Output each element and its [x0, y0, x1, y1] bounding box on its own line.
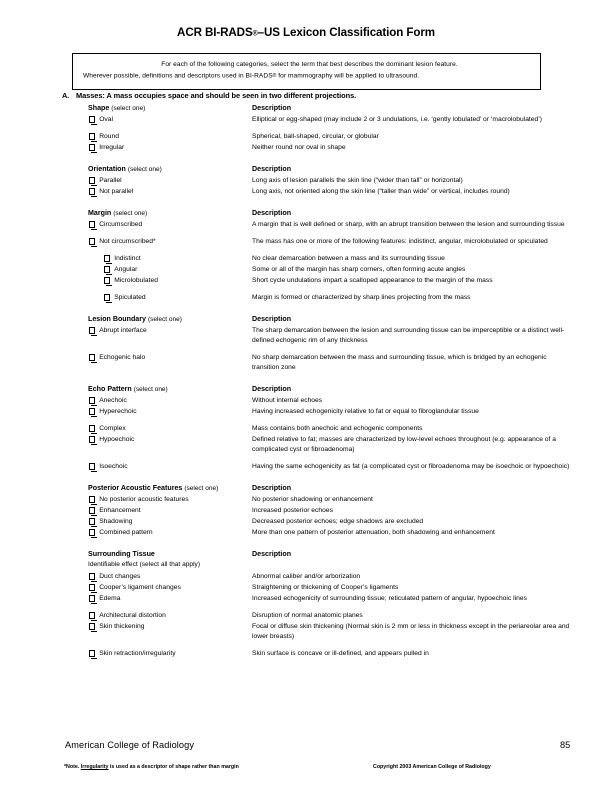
checkbox-icon[interactable]	[89, 436, 95, 442]
group-spacer	[0, 473, 612, 484]
checkbox-option[interactable]	[104, 254, 141, 264]
checkbox-icon[interactable]	[89, 650, 95, 656]
checkbox-icon[interactable]	[89, 116, 95, 122]
form-option-row	[0, 611, 612, 622]
footer-organization: American College of Radiology	[65, 740, 195, 750]
form-group-header	[0, 104, 612, 115]
group-spacer	[0, 154, 612, 165]
checkbox-label: Architectural distortion	[99, 612, 166, 619]
description-column-header: Description	[252, 484, 292, 492]
checkbox-option[interactable]	[89, 396, 127, 406]
option-description: Increased echogenicity of surrounding tissue; reticulated pattern of angular, hypoechoic lines	[252, 595, 527, 602]
checkbox-icon[interactable]	[89, 408, 95, 414]
checkbox-label: Circumscribed	[99, 221, 143, 228]
checkbox-option[interactable]	[89, 132, 119, 142]
page-title-suffix: –US Lexicon Classification Form	[257, 26, 435, 39]
form-option-row	[0, 594, 612, 605]
option-description: Defined relative to fat; masses are characterized by low-level echoes throughout (e.g. appearance of a complicated cyst or fibroadenoma)	[252, 436, 556, 454]
form-option-row	[0, 176, 612, 187]
form-group-title: Surrounding Tissue	[88, 550, 155, 558]
option-description: Having the same echogenicity as fat (a complicated cyst or fibroadenoma may be isoechoic or hypoechoic)	[252, 463, 570, 470]
checkbox-option[interactable]	[89, 187, 133, 197]
checkbox-option[interactable]	[89, 583, 181, 593]
instructions-line-2	[81, 71, 532, 82]
checkbox-icon[interactable]	[89, 573, 95, 579]
option-description: Margin is formed or characterized by sharp lines projecting from the mass	[252, 294, 471, 301]
form-option-row	[0, 407, 612, 418]
form-group-title	[88, 385, 168, 393]
checkbox-label: Oval	[99, 116, 114, 123]
copyright-notice: Copyright 2003 American College of Radiology	[373, 764, 491, 770]
form-option-row	[0, 293, 612, 304]
checkbox-label: Parallel	[99, 177, 122, 184]
option-description: Long axis, not oriented along the skin line (“taller than wide” or vertical, includes round)	[252, 188, 510, 195]
registered-mark-icon: ®	[272, 72, 277, 79]
description-column-header: Description	[252, 209, 292, 217]
option-description: Short cycle undulations impart a scalloped appearance to the margin of the mass	[252, 277, 493, 284]
form-option-row	[0, 187, 612, 198]
checkbox-label: Anechoic	[99, 397, 127, 404]
form-group-qualifier: (select one)	[147, 316, 182, 323]
checkbox-label: Echogenic halo	[99, 354, 146, 361]
page-title	[0, 26, 612, 39]
form-group-title	[88, 104, 145, 112]
form-option-row	[0, 649, 612, 660]
checkbox-icon[interactable]	[89, 518, 95, 524]
option-description: No posterior shadowing or enhancement	[252, 496, 373, 503]
checkbox-icon[interactable]	[89, 623, 95, 629]
form-group-title-text: Lesion Boundary	[88, 315, 146, 323]
form-option-row	[0, 583, 612, 594]
checkbox-option[interactable]	[89, 176, 122, 186]
checkbox-label: Spiculated	[114, 294, 146, 301]
form-option-row	[0, 115, 612, 126]
checkbox-label: Duct changes	[99, 573, 141, 580]
form-group-title-text: Posterior Acoustic Features	[88, 484, 183, 492]
form-option-row	[0, 353, 612, 374]
instructions-box	[72, 53, 541, 90]
checkbox-option[interactable]	[89, 326, 147, 336]
checkbox-icon[interactable]	[89, 221, 95, 227]
checkbox-option[interactable]	[89, 462, 128, 472]
option-description: The mass has one or more of the following features: indistinct, angular, microlobulated or spiculated	[252, 238, 548, 245]
description-column-header: Description	[252, 165, 292, 173]
page-title-prefix: ACR BI-RADS	[177, 26, 253, 39]
instructions-line-1: For each of the following categories, select the term that best describes the dominant lesion feature.	[161, 61, 458, 68]
option-description: More than one pattern of posterior attenuation, both shadowing and enhancement	[252, 529, 495, 536]
option-description: Straightening or thickening of Cooper’s ligaments	[252, 584, 399, 591]
form-group-header	[0, 550, 612, 561]
form-option-row	[0, 265, 612, 276]
checkbox-icon[interactable]	[89, 133, 95, 139]
form-option-row	[0, 435, 612, 456]
group-spacer	[0, 198, 612, 209]
checkbox-icon[interactable]	[89, 584, 95, 590]
checkbox-option[interactable]	[89, 220, 142, 230]
checkbox-option[interactable]	[89, 143, 124, 153]
checkbox-icon[interactable]	[89, 507, 95, 513]
checkbox-label: Irregular	[99, 144, 125, 151]
checkbox-icon[interactable]	[89, 354, 95, 360]
checkbox-label: Skin retraction/irregularity	[99, 650, 176, 657]
form-group-header	[0, 484, 612, 495]
form-group-title	[88, 484, 218, 492]
form-group-title-text: Margin	[88, 209, 112, 217]
checkbox-label: Edema	[99, 595, 121, 602]
checkbox-icon[interactable]	[89, 238, 95, 244]
footnote	[64, 764, 239, 770]
checkbox-option[interactable]	[89, 572, 140, 582]
description-column-header: Description	[252, 104, 292, 112]
checkbox-option[interactable]	[89, 424, 126, 434]
form-option-row	[0, 254, 612, 265]
form-option-row	[0, 276, 612, 287]
instructions-line-2-b: for mammography will be applied to ultrasound.	[276, 72, 420, 79]
option-description: No sharp demarcation between the mass and surrounding tissue, which is bridged by an echogenic transition zone	[252, 354, 547, 372]
form-option-row	[0, 506, 612, 517]
option-description: Mass contains both anechoic and echogenic components	[252, 425, 423, 432]
registered-mark-icon: ®	[252, 30, 258, 38]
checkbox-icon[interactable]	[89, 463, 95, 469]
checkbox-option[interactable]	[104, 265, 137, 275]
form-group	[0, 484, 612, 550]
checkbox-label: Hyperechoic	[99, 408, 137, 415]
option-description: Neither round nor oval in shape	[252, 144, 346, 151]
form-option-row	[0, 396, 612, 407]
form-group	[0, 209, 612, 315]
option-description: A margin that is well defined or sharp, with an abrupt transition between the lesion and surrounding tissue	[252, 221, 565, 228]
group-spacer	[0, 660, 612, 671]
checkbox-option[interactable]	[89, 528, 153, 538]
form-group-header	[0, 165, 612, 176]
checkbox-option[interactable]	[89, 495, 189, 505]
form-option-row	[0, 424, 612, 435]
checkbox-icon[interactable]	[89, 397, 95, 403]
checkbox-option[interactable]	[89, 353, 145, 363]
checkbox-option[interactable]	[89, 622, 144, 632]
checkbox-label: Skin thickening	[99, 623, 145, 630]
option-description: Without internal echoes	[252, 397, 323, 404]
footer-page-number: 85	[560, 740, 571, 750]
group-spacer	[0, 304, 612, 315]
form-group	[0, 315, 612, 385]
form-option-row	[0, 495, 612, 506]
form-option-row	[0, 572, 612, 583]
checkbox-option[interactable]	[89, 649, 176, 659]
form-option-row	[0, 517, 612, 528]
form-option-row	[0, 528, 612, 539]
checkbox-option[interactable]	[89, 594, 120, 604]
checkbox-label: Hypoechoic	[99, 436, 135, 443]
option-description: The sharp demarcation between the lesion and surrounding tissue can be imperceptible or a distinct well-defined echogenic rim of any thickness	[252, 327, 565, 345]
option-description: Having increased echogenicity relative to fat or equal to fibroglandular tissue	[252, 408, 479, 415]
description-column-header: Description	[252, 550, 292, 558]
option-description: Skin surface is concave or ill-defined, and appears pulled in	[252, 650, 429, 657]
checkbox-label: Not parallel	[99, 188, 134, 195]
option-description: Some or all of the margin has sharp corners, often forming acute angles	[252, 266, 466, 273]
form-group-qualifier: (select one)	[113, 210, 148, 217]
section-title: Masses: A mass occupies space and should be seen in two different projections.	[76, 91, 357, 100]
checkbox-label: Not circumscribed*	[99, 238, 156, 245]
form-option-row	[0, 237, 612, 248]
checkbox-icon[interactable]	[89, 188, 95, 194]
form-group	[0, 385, 612, 484]
checkbox-option[interactable]	[104, 293, 146, 303]
option-description: Abnormal caliber and/or arborization	[252, 573, 361, 580]
checkbox-icon[interactable]	[89, 496, 95, 502]
checkbox-icon[interactable]	[104, 294, 110, 300]
form-group	[0, 104, 612, 165]
checkbox-option[interactable]	[89, 506, 141, 516]
checkbox-option[interactable]	[89, 407, 137, 417]
form-option-row	[0, 622, 612, 643]
section-letter: A.	[62, 91, 70, 100]
option-description: Focal or diffuse skin thickening (Normal skin is 2 mm or less in thickness except in the periareolar area and lower breasts)	[252, 623, 570, 641]
checkbox-label: No posterior acoustic features	[99, 496, 189, 503]
form-group-title-text: Echo Pattern	[88, 385, 132, 393]
checkbox-icon[interactable]	[104, 266, 110, 272]
form-group-title	[88, 165, 162, 173]
form-group-title	[88, 209, 147, 217]
group-spacer	[0, 374, 612, 385]
option-description: No clear demarcation between a mass and its surrounding tissue	[252, 255, 445, 262]
description-column-header: Description	[252, 315, 292, 323]
form-group-title-text: Shape	[88, 104, 110, 112]
form-group-title-text: Orientation	[88, 165, 126, 173]
form-option-row	[0, 326, 612, 347]
checkbox-icon[interactable]	[89, 425, 95, 431]
form-option-row	[0, 143, 612, 154]
checkbox-label: Combined pattern	[99, 529, 153, 536]
checkbox-label: Round	[99, 133, 119, 140]
form-group-qualifier: (select one)	[184, 485, 219, 492]
checkbox-option[interactable]	[89, 115, 113, 125]
checkbox-icon[interactable]	[104, 255, 110, 261]
footnote-underlined-term: Irregularity	[80, 764, 109, 770]
checkbox-label: Isoechoic	[99, 463, 128, 470]
form-group	[0, 550, 612, 671]
group-spacer	[0, 539, 612, 550]
form-group-header	[0, 385, 612, 396]
form-group-title	[88, 315, 182, 323]
option-description: Elliptical or egg-shaped (may include 2 or 3 undulations, i.e. ‘gently lobulated’ or ‘macrolobulated’)	[252, 116, 542, 123]
form-body	[0, 104, 612, 671]
instructions-line-2-a: Wherever possible, definitions and descriptors used in BI-RADS	[83, 72, 273, 79]
form-group	[0, 165, 612, 209]
checkbox-option[interactable]	[89, 435, 134, 445]
checkbox-label: Shadowing	[99, 518, 133, 525]
form-group-header	[0, 209, 612, 220]
checkbox-icon[interactable]	[89, 529, 95, 535]
checkbox-icon[interactable]	[89, 144, 95, 150]
footnote-prefix: *Note.	[64, 764, 81, 770]
checkbox-label: Microlobulated	[114, 277, 158, 284]
checkbox-option[interactable]	[89, 517, 132, 527]
checkbox-label: Abrupt interface	[99, 327, 147, 334]
checkbox-label: Complex	[99, 425, 126, 432]
checkbox-option[interactable]	[104, 276, 158, 286]
form-group-header	[0, 315, 612, 326]
checkbox-icon[interactable]	[89, 612, 95, 618]
checkbox-label: Cooper’s ligament changes	[99, 584, 181, 591]
checkbox-option[interactable]	[89, 237, 156, 247]
option-description: Disruption of normal anatomic planes	[252, 612, 363, 619]
option-description: Spherical, ball-shaped, circular, or globular	[252, 133, 379, 140]
section-heading	[62, 91, 356, 100]
footnote-suffix: is used as a descriptor of shape rather than margin	[108, 764, 239, 770]
checkbox-icon[interactable]	[89, 595, 95, 601]
option-description: Increased posterior echoes	[252, 507, 333, 514]
form-option-row	[0, 220, 612, 231]
checkbox-option[interactable]	[89, 611, 166, 621]
checkbox-icon[interactable]	[89, 327, 95, 333]
form-group-qualifier: (select one)	[133, 386, 168, 393]
form-group-qualifier: (select one)	[127, 166, 162, 173]
form-group-subnote: Identifiable effect (select all that apply)	[88, 561, 201, 568]
checkbox-label: Enhancement	[99, 507, 141, 514]
checkbox-icon[interactable]	[104, 277, 110, 283]
form-group-qualifier: (select one)	[111, 105, 146, 112]
option-description: Decreased posterior echoes; edge shadows are excluded	[252, 518, 424, 525]
checkbox-label: Indistinct	[114, 255, 141, 262]
description-column-header: Description	[252, 385, 292, 393]
checkbox-icon[interactable]	[89, 177, 95, 183]
checkbox-label: Angular	[114, 266, 138, 273]
form-option-row	[0, 462, 612, 473]
option-description: Long axis of lesion parallels the skin line (“wider than tall” or horizontal)	[252, 177, 463, 184]
form-option-row	[0, 132, 612, 143]
